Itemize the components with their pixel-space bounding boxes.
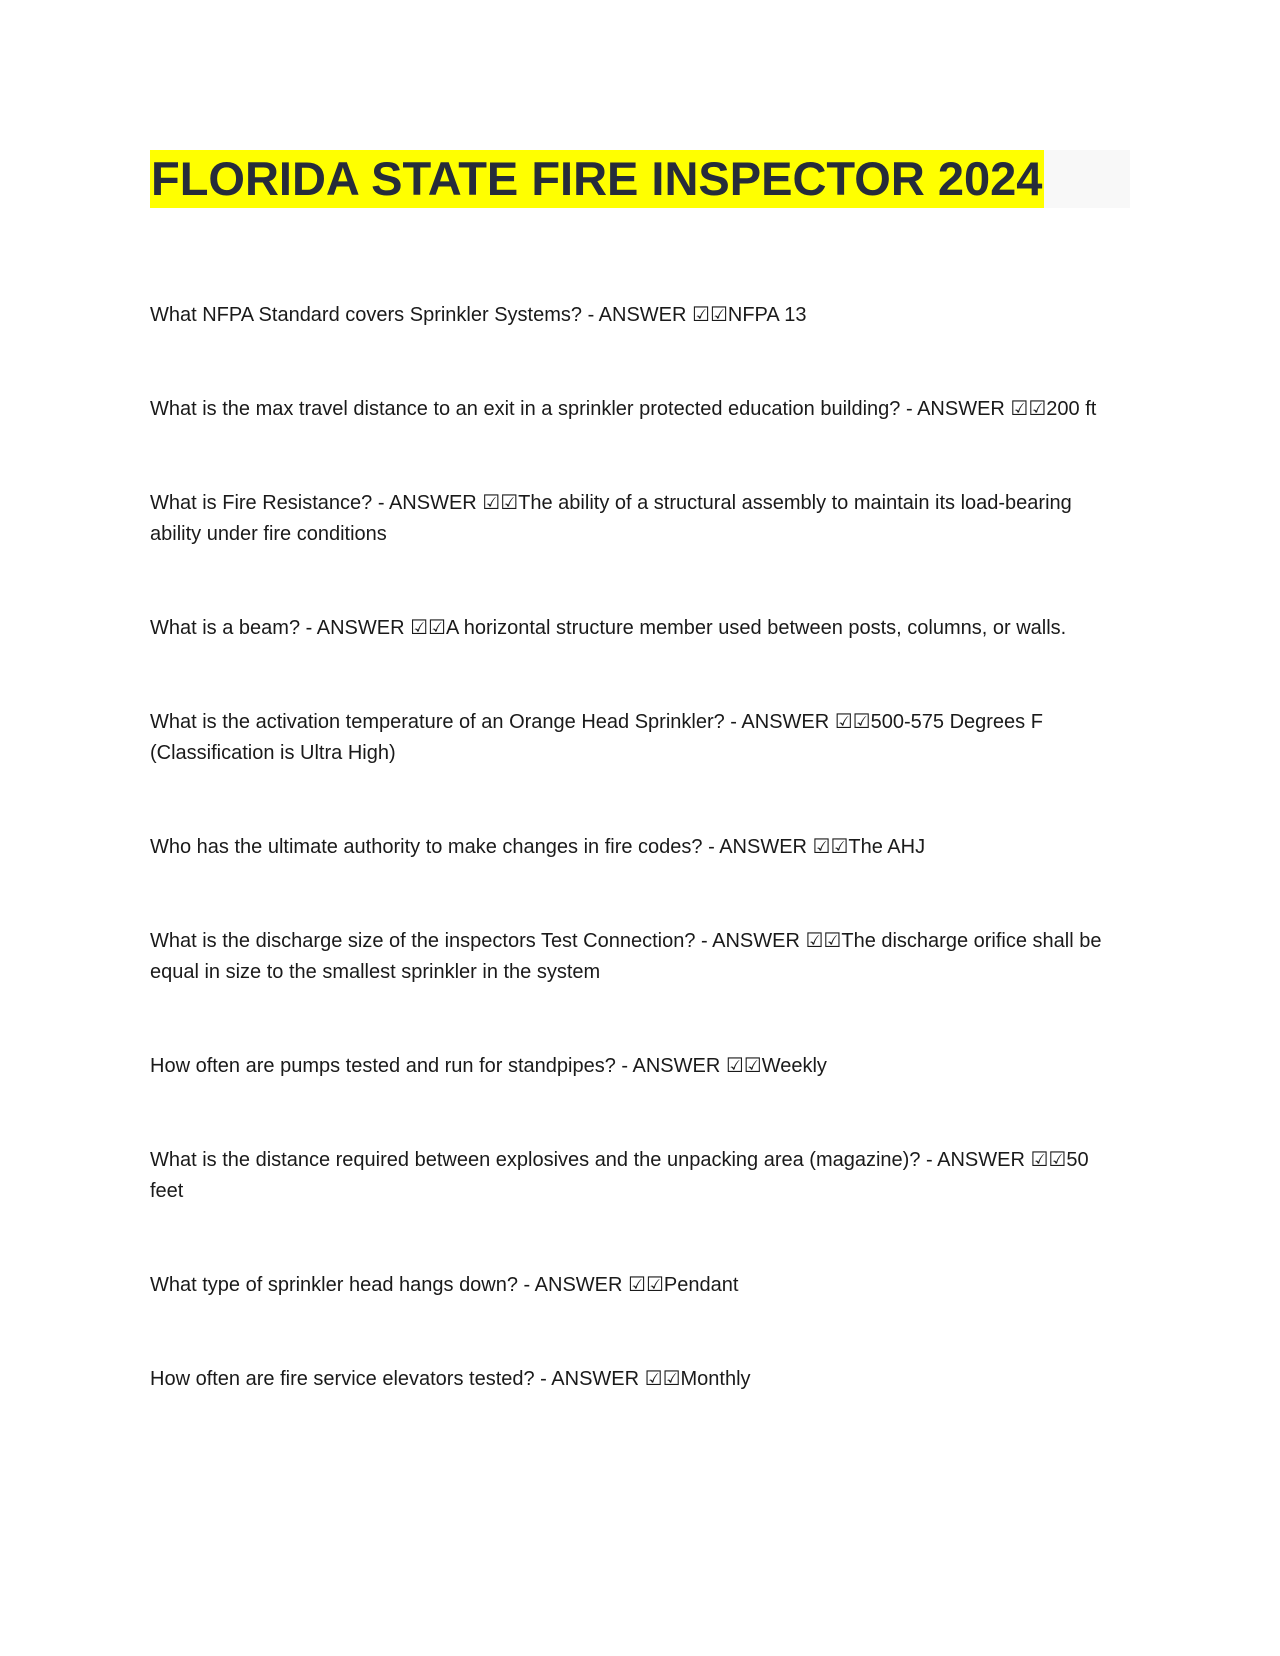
qa-item-3: What is Fire Resistance? - ANSWER ☑☑The ability of a structural assembly to maintain its load-bearing ability under fire conditions [150, 492, 1072, 545]
qa-item-7: What is the discharge size of the inspectors Test Connection? - ANSWER ☑☑The discharge orifice shall be equal in size to the smallest sprinkler in the system [150, 930, 1102, 983]
title-block [150, 150, 1130, 208]
qa-item-8: How often are pumps tested and run for standpipes? - ANSWER ☑☑Weekly [150, 1055, 827, 1077]
qa-item-11: How often are fire service elevators tested? - ANSWER ☑☑Monthly [150, 1368, 751, 1390]
document-title: FLORIDA STATE FIRE INSPECTOR 2024 [150, 150, 1044, 208]
qa-item-2: What is the max travel distance to an exit in a sprinkler protected education building? - ANSWER ☑☑200 ft [150, 398, 1097, 420]
qa-item-5: What is the activation temperature of an Orange Head Sprinkler? - ANSWER ☑☑500-575 Degrees F (Classification is Ultra High) [150, 711, 1043, 764]
qa-item-4: What is a beam? - ANSWER ☑☑A horizontal structure member used between posts, columns, or walls. [150, 617, 1067, 639]
qa-list [150, 300, 1120, 1458]
qa-item-6: Who has the ultimate authority to make changes in fire codes? - ANSWER ☑☑The AHJ [150, 836, 926, 858]
qa-item-1: What NFPA Standard covers Sprinkler Systems? - ANSWER ☑☑NFPA 13 [150, 304, 807, 326]
qa-item-9: What is the distance required between explosives and the unpacking area (magazine)? - ANSWER ☑☑50 feet [150, 1149, 1089, 1202]
qa-item-10: What type of sprinkler head hangs down? - ANSWER ☑☑Pendant [150, 1274, 739, 1296]
